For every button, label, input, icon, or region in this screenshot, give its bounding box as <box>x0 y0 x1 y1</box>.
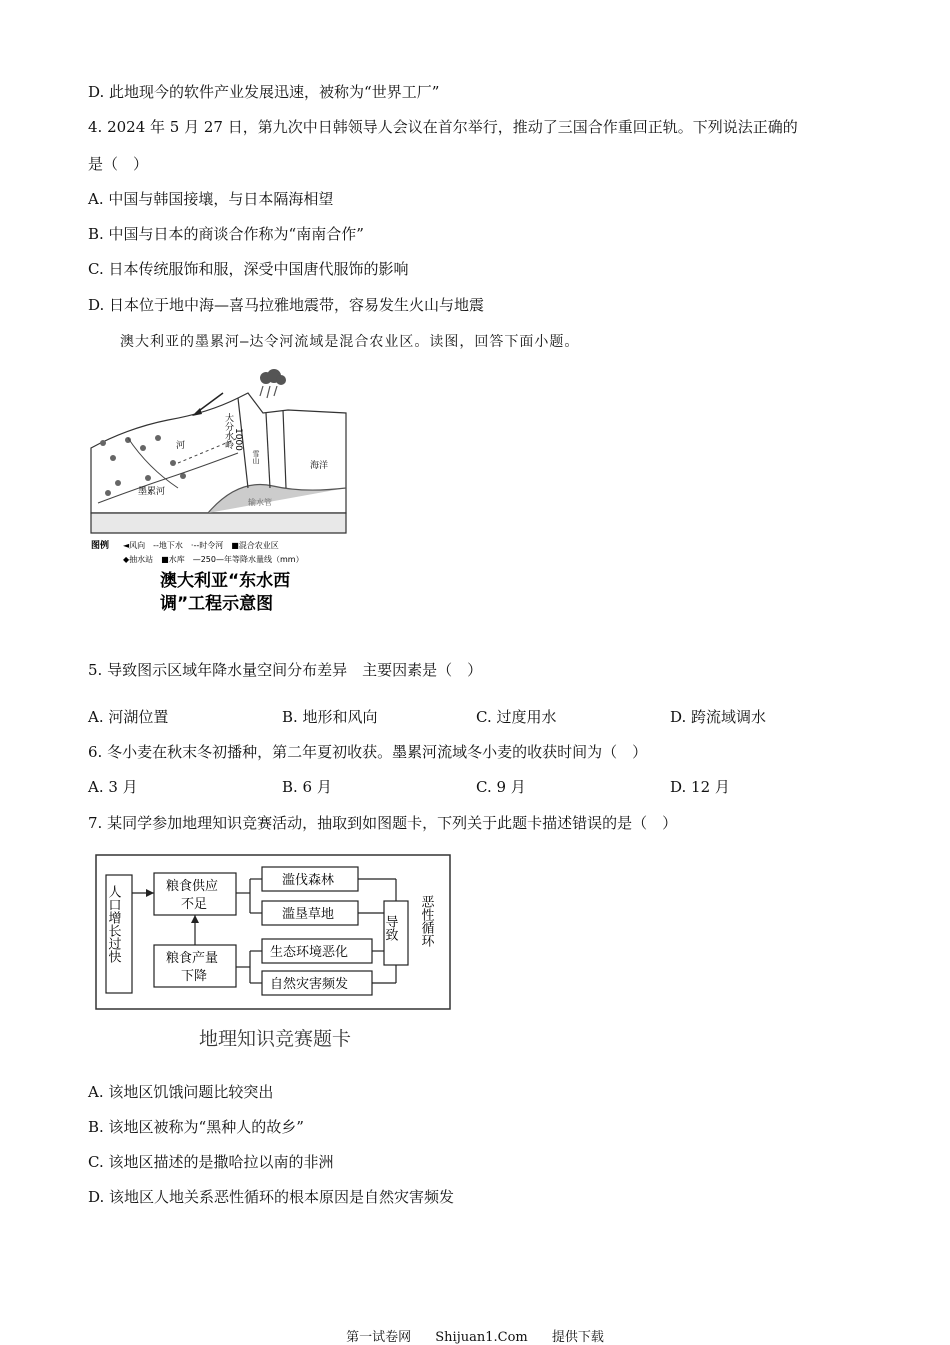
q4-option-b: B. 中国与日本的商谈合作称为“南南合作” <box>88 225 364 243</box>
q5-option-a: A. 河湖位置 <box>88 708 169 726</box>
text-yield-drop-1: 粮食产量 <box>166 951 219 966</box>
text-yield-drop-2: 下降 <box>181 969 208 984</box>
text-food-shortage-2: 不足 <box>181 897 208 912</box>
footer-site-cn: 第一试卷网 <box>346 1330 412 1345</box>
text-disaster: 自然灾害频发 <box>270 977 349 992</box>
q5-option-d: D. 跨流域调水 <box>670 708 767 726</box>
map-caption-1: 澳大利亚“东水西 <box>160 571 291 591</box>
q4-stem: 4. 2024 年 5 月 27 日，第九次中日韩领导人会议在首尔举行，推动了三国合作重回正轨。下列说法正确的 <box>88 118 798 136</box>
label-isohyet: 1000 <box>233 428 243 451</box>
legend-row2: ◆抽水站 ■水库 —250—年等降水量线（mm） <box>123 555 304 564</box>
text-food-shortage-1: 粮食供应 <box>166 879 219 894</box>
card-title: 地理知识竞赛题卡 <box>199 1028 352 1050</box>
map-figure <box>88 368 358 618</box>
q4-option-d: D. 日本位于地中海—喜马拉雅地震带，容易发生火山与地震 <box>88 296 485 314</box>
card-figure <box>94 853 454 1058</box>
map-terrain <box>91 393 346 533</box>
q7-option-b: B. 该地区被称为“黑种人的故乡” <box>88 1118 304 1136</box>
q4-option-c: C. 日本传统服饰和服，深受中国唐代服饰的影响 <box>88 260 409 278</box>
q4-stem-cont: 是（ ） <box>88 155 149 173</box>
q5-option-b: B. 地形和风向 <box>282 708 378 726</box>
legend-row1: ◄风向 --地下水 ·--时令河 ■混合农业区 <box>123 541 279 550</box>
q6-stem: 6. 冬小麦在秋末冬初播种，第二年夏初收获。墨累河流域冬小麦的收获时间为（ ） <box>88 743 648 761</box>
page-footer <box>0 1326 950 1345</box>
q6-option-d: D. 12 月 <box>670 778 730 796</box>
q6-option-b: B. 6 月 <box>282 778 332 796</box>
q6-option-c: C. 9 月 <box>476 778 526 796</box>
q5-option-c: C. 过度用水 <box>476 708 557 726</box>
label-river1: 河 <box>176 441 186 451</box>
text-eco: 生态环境恶化 <box>270 945 349 960</box>
q4-option-a: A. 中国与韩国接壤，与日本隔海相望 <box>88 190 334 208</box>
text-deforest: 滥伐森林 <box>282 873 335 888</box>
q6-option-a: A. 3 月 <box>88 778 138 796</box>
arrow-right <box>146 889 154 897</box>
label-tunnel: 输水管 <box>248 498 272 507</box>
intro-text: 澳大利亚的墨累河—达令河流域是混合农业区。读图，回答下面小题。 <box>120 334 580 350</box>
q3-option-d: D. 此地现今的软件产业发展迅速，被称为“世界工厂” <box>88 83 440 101</box>
map-rivers <box>98 438 238 503</box>
text-overgraze: 滥垦草地 <box>282 907 335 922</box>
footer-provide: 提供下载 <box>551 1330 604 1345</box>
q7-stem: 7. 某同学参加地理知识竞赛活动，抽取到如图题卡，下列关于此题卡描述错误的是（ ） <box>88 814 678 832</box>
text-vicious: 恶性循环 <box>418 895 434 947</box>
arrow-up <box>191 915 199 923</box>
map-clouds <box>260 369 286 398</box>
label-divide: 大分水岭 <box>223 413 233 449</box>
footer-site-en[interactable]: Shijuan1.Com <box>435 1330 528 1345</box>
label-ocean: 海洋 <box>310 461 329 471</box>
q5-stem: 5. 导致图示区域年降水量空间分布差异 主要因素是（ ） <box>88 661 483 679</box>
q7-option-a: A. 该地区饥饿问题比较突出 <box>88 1083 274 1101</box>
text-population: 人口增长过快 <box>105 885 121 963</box>
label-river2: 墨累河 <box>138 487 166 497</box>
map-caption-2: 调”工程示意图 <box>160 594 274 614</box>
wind-arrow <box>192 393 223 416</box>
label-dam: 雪山 <box>252 450 260 464</box>
text-lead: 导致 <box>382 915 398 941</box>
legend-title: 图例 <box>91 541 110 551</box>
q7-option-c: C. 该地区描述的是撒哈拉以南的非洲 <box>88 1153 334 1171</box>
q7-option-d: D. 该地区人地关系恶性循环的根本原因是自然灾害频发 <box>88 1188 455 1206</box>
